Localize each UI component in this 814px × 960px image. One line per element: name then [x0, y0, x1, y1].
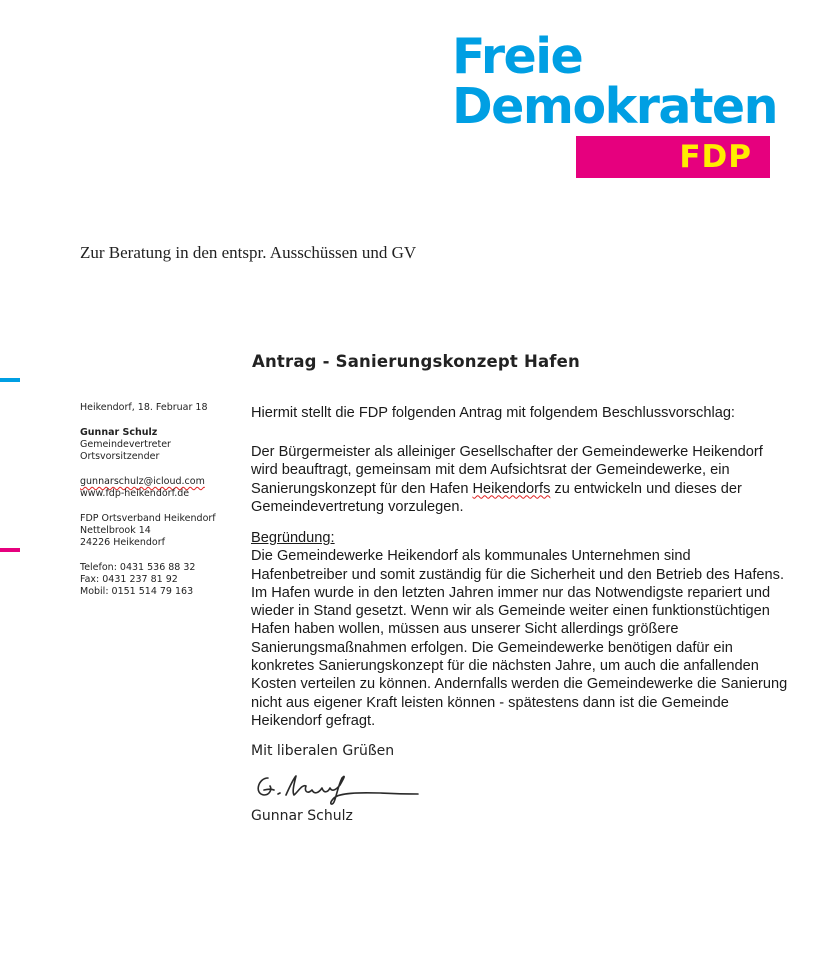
sender-org: FDP Ortsverband Heikendorf — [80, 513, 216, 524]
closing-name: Gunnar Schulz — [251, 808, 353, 824]
proposal-text — [251, 443, 791, 516]
proposal-paragraph — [251, 443, 791, 516]
sender-role-1: Gemeindevertreter — [80, 439, 171, 451]
proposal-misspelled-word: Heikendorfs — [472, 480, 551, 497]
sender-phones — [80, 562, 195, 599]
sender-website[interactable]: www.fdp-heikendorf.de — [80, 488, 190, 500]
reason-title: Begründung: — [251, 530, 335, 546]
sender-person — [80, 427, 171, 464]
sender-contact-online — [80, 476, 205, 500]
margin-marker-magenta — [0, 548, 20, 552]
logo-line-freie: Freie — [452, 28, 583, 85]
margin-marker-blue — [0, 378, 20, 382]
email-link[interactable]: gunnarschulz@icloud.com — [80, 476, 205, 487]
sender-city: 24226 Heikendorf — [80, 537, 165, 549]
sender-place-date — [80, 402, 208, 414]
intro-paragraph — [251, 404, 791, 422]
logo-line-demokraten: Demokraten — [452, 78, 777, 135]
sender-phone: Telefon: 0431 536 88 32 — [80, 562, 196, 573]
closing-greeting: Mit liberalen Grüßen — [251, 743, 395, 759]
reason-text: Die Gemeindewerke Heikendorf als kommunales Unternehmen sind Hafenbetreiber und somit zuständig für die Sicherheit und den Betrieb des Hafens. Im Hafen wurde in den letzten Jahren immer nur das Notwendigste repariert und wieder in Stand gesetzt. Wenn wir als Gemeinde weiter einen funktionstüchtigen Hafen haben wollen, müssen aus unserer Sicht allerdings größere Sanierungsmaßnahmen erfolgen. Die Gemeindewerke benötigen dafür ein konkretes Sanierungskonzept für die nächsten Jahre, um auch die anfallenden Kosten verteilen zu können. Andernfalls werden die Gemeindewerke die Sanierung nicht aus eigener Kraft leisten können - spätestens dann ist die Gemeinde Heikendorf gefragt. — [251, 548, 788, 729]
sender-fax: Fax: 0431 237 81 92 — [80, 574, 178, 586]
logo-fdp-badge — [576, 136, 770, 178]
sender-name: Gunnar Schulz — [80, 427, 158, 438]
sender-address — [80, 513, 216, 550]
fdp-logo — [452, 28, 777, 175]
sender-mobile: Mobil: 0151 514 79 163 — [80, 586, 194, 598]
proposal-part-1: Der Bürgermeister als alleiniger Gesellschafter der Gemeindewerke Heikendorf wird beauftragt, gemeinsam mit dem Aufsichtsrat der Gemeindewerke, ein Sanierungskonzept für den Hafen — [251, 444, 763, 497]
consultation-note: Zur Beratung in den entspr. Ausschüssen und GV — [80, 243, 417, 262]
logo-badge-text: FDP — [679, 139, 752, 175]
place-date: Heikendorf, 18. Februar 18 — [80, 402, 208, 413]
reason-section — [251, 529, 791, 730]
sender-role-2: Ortsvorsitzender — [80, 451, 160, 463]
handwritten-signature — [250, 768, 425, 808]
sender-street: Nettelbrook 14 — [80, 525, 151, 537]
sender-email — [80, 476, 205, 488]
document-title: Antrag - Sanierungskonzept Hafen — [252, 352, 581, 371]
proposal-part-2: zu entwickeln und dieses der Gemeindevertretung vorzulegen. — [251, 480, 742, 515]
intro-text: Hiermit stellt die FDP folgenden Antrag mit folgendem Beschlussvorschlag: — [251, 405, 735, 421]
